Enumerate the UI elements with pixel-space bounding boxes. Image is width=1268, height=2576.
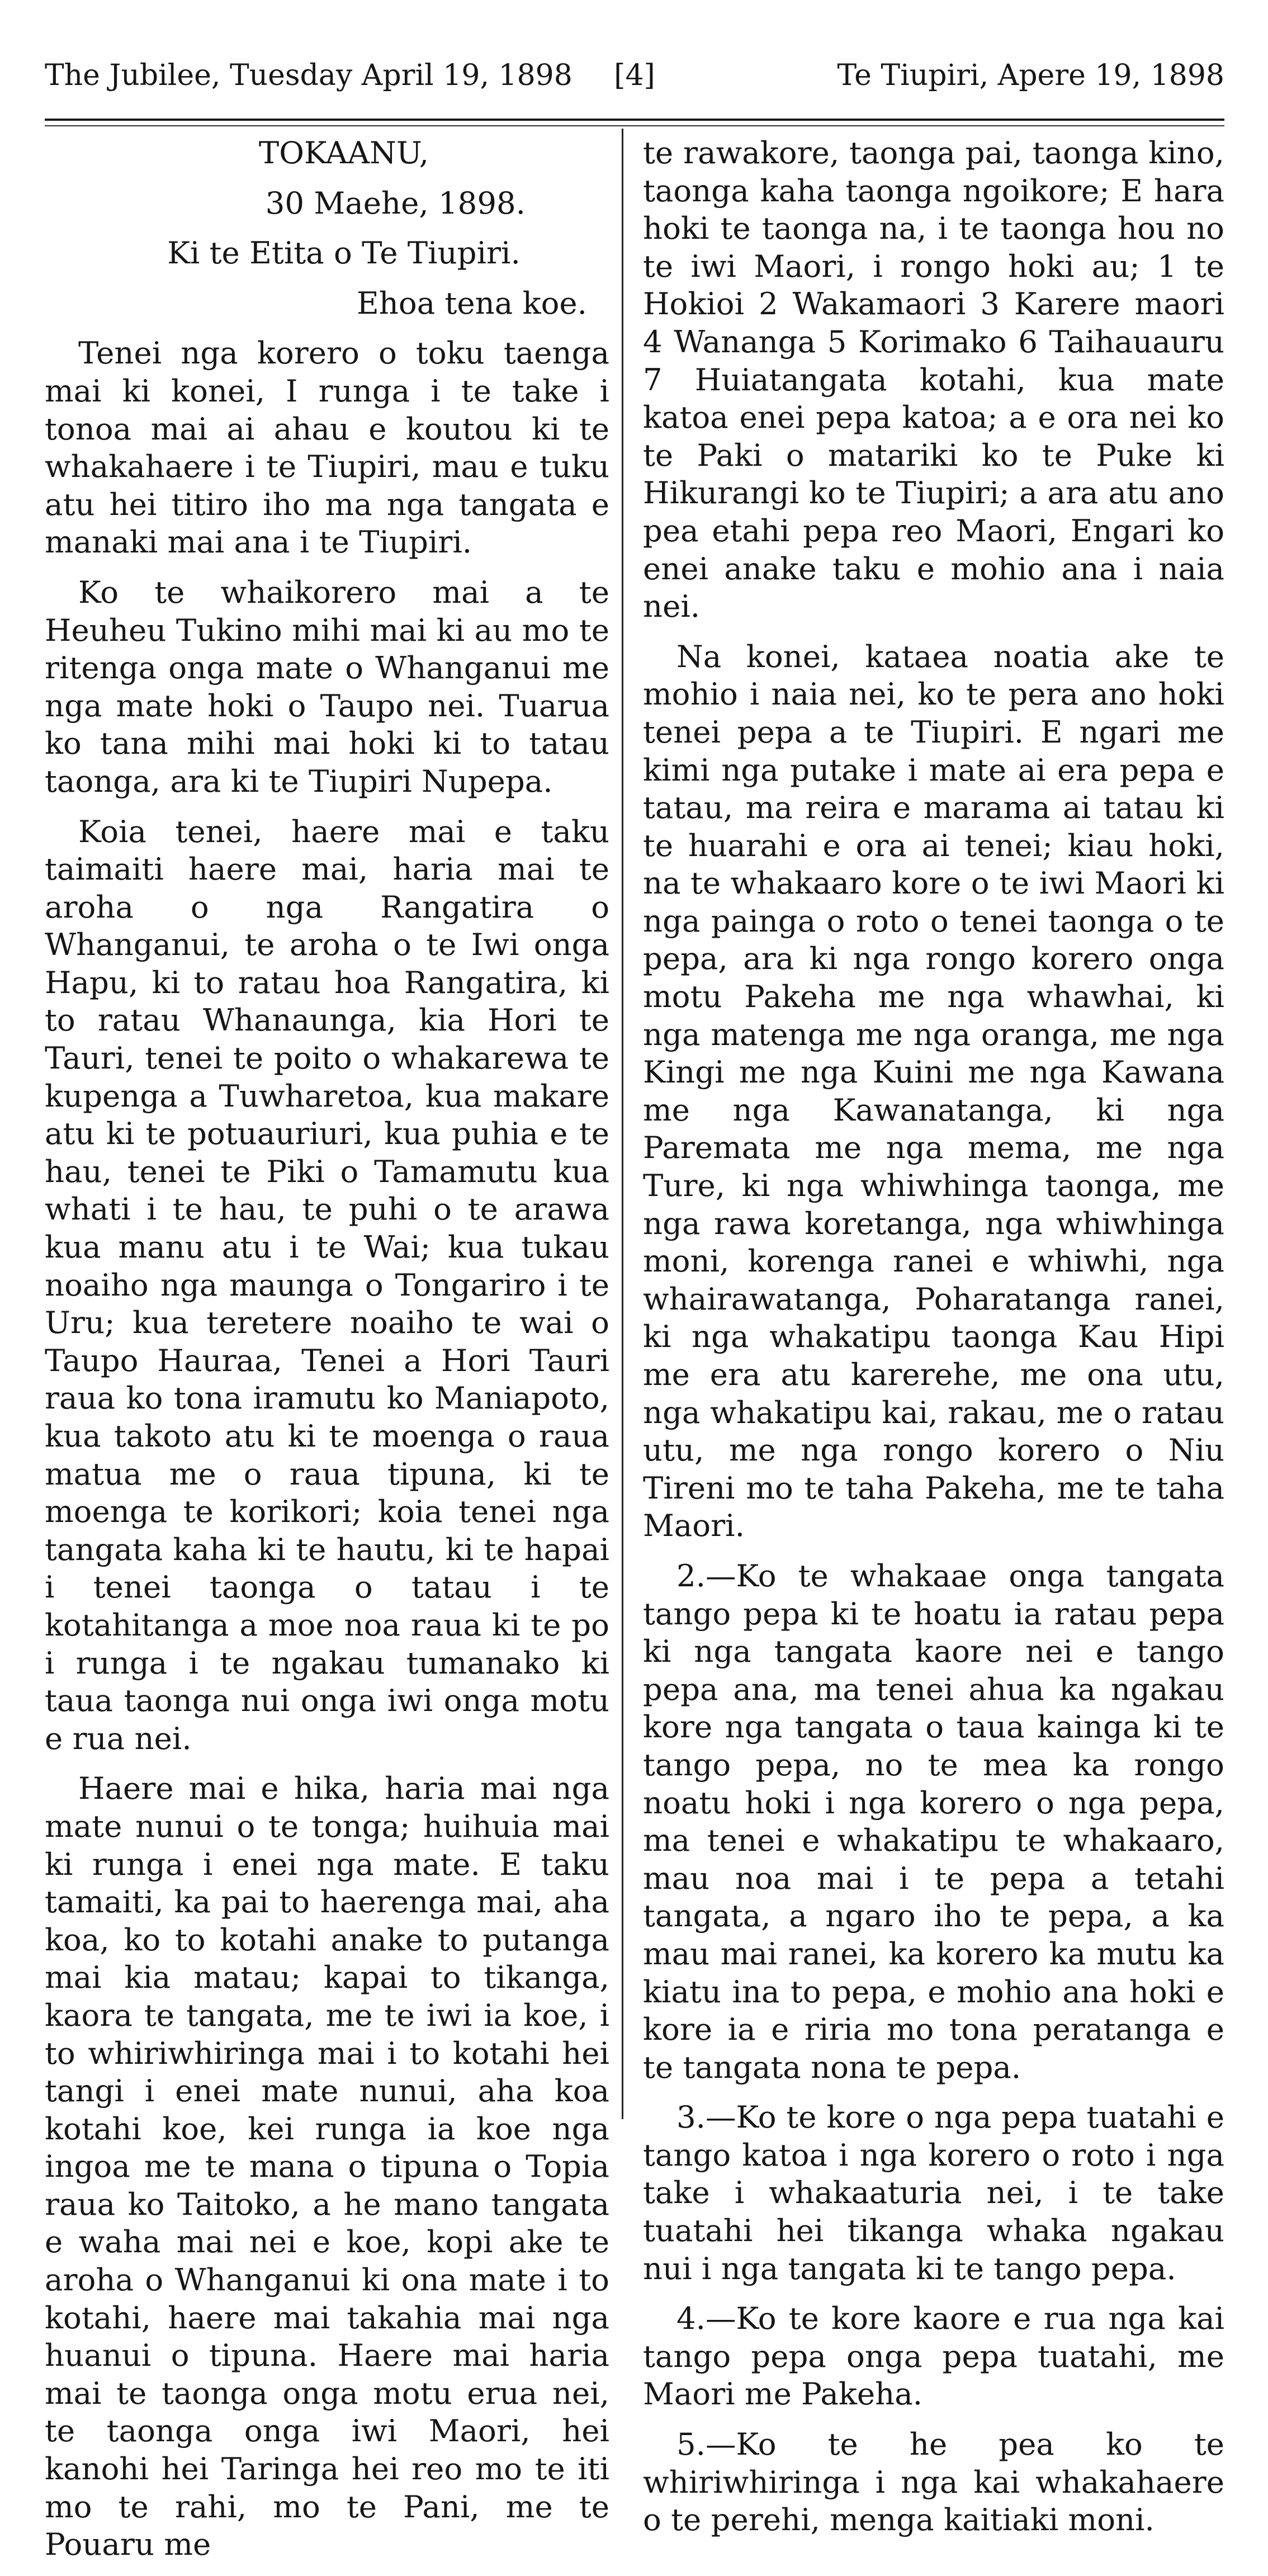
paragraph: te rawakore, taonga pai, taonga kino, taonga kaha taonga ngoikore; E hara hoki te taonga na, i te taonga hou no te iwi Maori, i rongo hoki au; 1 te Hokioi 2 Wakamaori 3 Karere maori 4 Wananga 5 Korimako 6 Taihauauru 7 Huiatangata kotahi, kua mate katoa enei pepa katoa; a e ora nei ko te Paki o matariki ko te Puke ki Hikurangi ko te Tiupiri; a ara atu ano pea etahi pepa reo Maori, Engari ko enei anake taku e mohio ana i naia nei. xyxy=(643,135,1224,625)
paragraph: Haere mai e hika, haria mai nga mate nunui o te tonga; huihuia mai ki runga i enei nga mate. E taku tamaiti, ka pai to haerenga mai, aha koa, ko to kotahi anake to putanga mai kia matau; kapai to tikanga, kaora te tangata, me te iwi ia koe, i to whiriwhiringa mai i to kotahi hei tangi i enei mate nunui, aha koa kotahi koe, kei runga ia koe nga ingoa me te mana o tipuna o Topia raua ko Taitoko, a he mano tangata e waha mai nei e koe, kopi ake te aroha o Whanganui ki ona mate i to kotahi, haere mai takahia mai nga huanui o tipuna. Haere mai haria mai te taonga onga motu erua nei, te taonga onga iwi Maori, hei kanohi hei Taringa hei reo mo te iti mo te rahi, mo te Pani, me te Pouaru me xyxy=(45,1770,609,2563)
left-column xyxy=(45,134,609,2576)
paragraph: Koia tenei, haere mai e taku taimaiti haere mai, haria mai te aroha o nga Rangatira o Whanganui, te aroha o te Iwi onga Hapu, ki to ratau hoa Rangatira, ki to ratau Whanaunga, kia Hori te Tauri, tenei te poito o whakarewa te kupenga a Tuwharetoa, kua makare atu ki te potuauriuri, kua puhia e te hau, tenei te Piki o Tamamutu kua whati i te hau, te puhi o te arawa kua manu atu i te Wai; kua tukau noaiho nga maunga o Tongariro i te Uru; kua teretere noaiho te wai o Taupo Hauraa, Tenei a Hori Tauri raua ko tona iramutu ko Maniapoto, kua takoto atu ki te moenga o raua matua me o raua tipuna, ki te moenga te korikori; koia tenei nga tangata kaha ki te hautu, ki te hapai i tenei taonga o tatau i te kotahitanga a moe noa raua ki te po i runga i te ngakau tumanako ki taua taonga nui onga iwi onga motu e rua nei. xyxy=(45,813,609,1756)
header-left: The Jubilee, Tuesday April 19, 1898 xyxy=(45,59,573,92)
paragraph: Na konei, kataea noatia ake te mohio i naia nei, ko te pera ano hoki tenei pepa a te Tiupiri. E ngari me kimi nga putake i mate ai era pepa e tatau, ma reira e marama ai tatau ki te huarahi e ora ai tenei; kiau hoki, na te whakaaro kore o te iwi Maori ki nga painga o roto o tenei taonga o te pepa, ara ki nga rongo korero onga motu Pakeha me nga whawhai, ki nga matenga me nga oranga, me nga Kingi me nga Kuini me nga Kawana me nga Kawanatanga, ki nga Paremata me nga mema, me nga Ture, ki nga whiwhinga taonga, me nga rawa koretanga, nga whiwhinga moni, korenga ranei e whiwhi, nga whairawatanga, Poharatanga ranei, ki nga whakatipu taonga Kau Hipi me era atu karerehe, me ona utu, nga whakatipu kai, rakau, me o ratau utu, me nga rongo korero o Niu Tireni mo te taha Pakeha, me te taha Maori. xyxy=(643,638,1224,1544)
header-right: Te Tiupiri, Apere 19, 1898 xyxy=(837,59,1224,92)
letter-address: Ki te Etita o Te Tiupiri. xyxy=(167,235,521,271)
paragraph: Ko te whaikorero mai a te Heuheu Tukino mihi mai ki au mo te ritenga onga mate o Whanganui me nga mate hoki o Taupo nei. Tuarua ko tana mihi mai hoki ki to tatau taonga, ara ki te Tiupiri Nupepa. xyxy=(45,574,609,799)
header-rule-thin xyxy=(45,125,1224,126)
column-divider xyxy=(622,129,623,2119)
paragraph: 4.—Ko te kore kaore e rua nga kai tango pepa onga pepa tuatahi, me Maori me Pakeha. xyxy=(643,2300,1224,2412)
header-rule xyxy=(45,119,1224,121)
right-column xyxy=(643,134,1224,2551)
letter-heading: TOKAANU, xyxy=(258,135,429,171)
letter-greeting: Ehoa tena koe. xyxy=(357,285,587,321)
paragraph: 2.—Ko te whakaae onga tangata tango pepa ki te hoatu ia ratau pepa ki nga tangata kaore nei e tango pepa ana, ma tenei ahua ka ngakau kore nga tangata o taua kainga ki te tango pepa, no te mea ka rongo noatu hoki i nga korero o nga pepa, ma tenei e whakatipu te whakaaro, mau noa mai i te pepa a tetahi tangata, a ngaro iho te pepa, a ka mau mai ranei, ka korero ka mutu ka kiatu ina to pepa, e mohio ana hoki e kore ia e riria mo tona peratanga e te tangata nona te pepa. xyxy=(643,1557,1224,2085)
paragraph: 3.—Ko te kore o nga pepa tuatahi e tango katoa i nga korero o roto i nga take i whakaaturia nei, i te take tuatahi hei tikanga whaka ngakau nui i nga tangata ki te tango pepa. xyxy=(643,2099,1224,2286)
paragraph: Tenei nga korero o toku taenga mai ki konei, I runga i te take i tonoa mai ai ahau e koutou ki te whakahaere i te Tiupiri, mau e tuku atu hei titiro iho ma nga tangata e manaki mai ana i te Tiupiri. xyxy=(45,335,609,560)
paragraph: 5.—Ko te he pea ko te whiriwhiringa i nga kai whakahaere o te perehi, menga kaitiaki moni. xyxy=(643,2426,1224,2538)
page-number: [4] xyxy=(614,59,655,92)
letter-date: 30 Maehe, 1898. xyxy=(265,185,526,221)
page-header xyxy=(45,50,1224,101)
